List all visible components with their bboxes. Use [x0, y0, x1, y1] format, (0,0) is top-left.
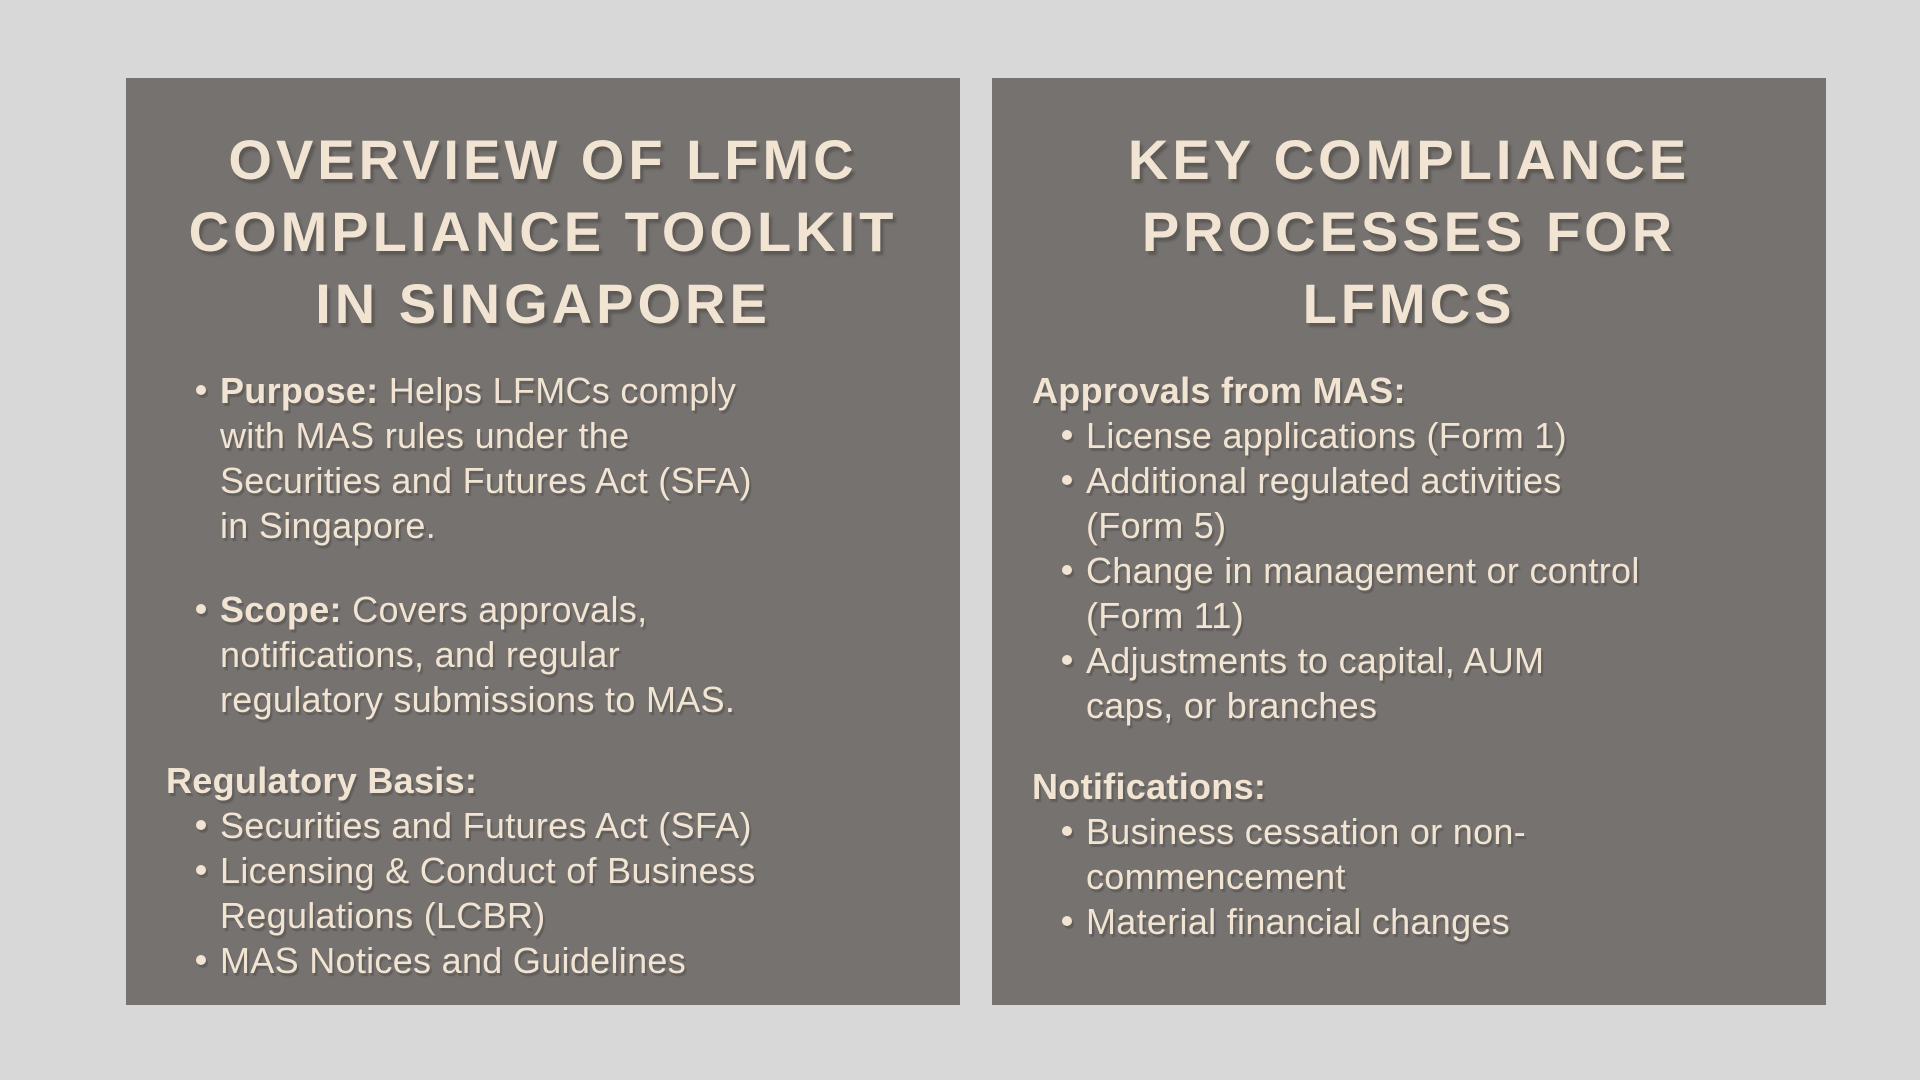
notifications-item-2	[1032, 899, 1786, 944]
scope-label: Scope:	[220, 589, 342, 630]
approvals-item-4-line-2: caps, or branches	[1086, 685, 1378, 726]
scope-line-1	[220, 587, 920, 632]
left-title-line-3: IN SINGAPORE	[315, 272, 771, 335]
bullet-dot	[1062, 565, 1072, 575]
regulatory-basis-item-2	[166, 848, 920, 938]
approvals-item-3-line-1: Change in management or control	[1086, 550, 1640, 591]
notifications-item-2-line-1: Material financial changes	[1086, 901, 1511, 942]
purpose-line-3: Securities and Futures Act (SFA)	[220, 460, 752, 501]
bullet-dot	[196, 865, 206, 875]
scope-text: Covers approvals,	[352, 589, 648, 630]
scope-line-2: notifications, and regular	[220, 634, 621, 675]
purpose-label: Purpose:	[220, 370, 379, 411]
bullet-dot	[196, 955, 206, 965]
bullet-dot	[1062, 655, 1072, 665]
regulatory-basis-item-2-line-1: Licensing & Conduct of Business	[220, 850, 756, 891]
scope-item	[166, 587, 920, 722]
bullet-dot	[1062, 916, 1072, 926]
purpose-line-1	[220, 368, 920, 413]
bullet-dot	[196, 820, 206, 830]
approvals-item-2-line-1: Additional regulated activities	[1086, 460, 1562, 501]
regulatory-basis-heading: Regulatory Basis:	[166, 760, 478, 801]
regulatory-basis-item-1	[166, 803, 920, 848]
bullet-dot	[196, 385, 206, 395]
bullet-dot	[1062, 475, 1072, 485]
left-card	[126, 78, 960, 1005]
bullet-dot	[1062, 430, 1072, 440]
regulatory-basis-item-3-line-1: MAS Notices and Guidelines	[220, 940, 687, 981]
left-card-title	[146, 124, 940, 340]
approvals-item-1-line-1: License applications (Form 1)	[1086, 415, 1567, 456]
scope-line-3: regulatory submissions to MAS.	[220, 679, 736, 720]
bullet-dot	[1062, 826, 1072, 836]
notifications-item-1	[1032, 809, 1786, 899]
regulatory-basis-item-3	[166, 938, 920, 983]
right-card-body	[992, 368, 1826, 944]
purpose-item	[166, 368, 920, 548]
approvals-heading: Approvals from MAS:	[1032, 370, 1406, 411]
left-title-line-2: COMPLIANCE TOOLKIT	[188, 200, 898, 263]
right-title-line-2: PROCESSES FOR	[1141, 200, 1677, 263]
notifications-heading: Notifications:	[1032, 766, 1267, 807]
left-title-line-1: OVERVIEW OF LFMC	[228, 128, 858, 191]
regulatory-basis-item-1-line-1: Securities and Futures Act (SFA)	[220, 805, 752, 846]
purpose-line-2: with MAS rules under the	[220, 415, 630, 456]
approvals-item-1	[1032, 413, 1786, 458]
purpose-line-4: in Singapore.	[220, 505, 437, 546]
right-card-title	[1012, 124, 1806, 340]
approvals-item-3-line-2: (Form 11)	[1086, 595, 1245, 636]
bullet-dot	[196, 604, 206, 614]
approvals-item-3	[1032, 548, 1786, 638]
approvals-item-4-line-1: Adjustments to capital, AUM	[1086, 640, 1545, 681]
approvals-item-4	[1032, 638, 1786, 728]
left-card-body	[126, 368, 960, 983]
notifications-item-1-line-1: Business cessation or non-	[1086, 811, 1527, 852]
notifications-item-1-line-2: commencement	[1086, 856, 1346, 897]
right-title-line-3: LFMCS	[1302, 272, 1516, 335]
right-title-line-1: KEY COMPLIANCE	[1127, 128, 1691, 191]
regulatory-basis-item-2-line-2: Regulations (LCBR)	[220, 895, 546, 936]
approvals-item-2-line-2: (Form 5)	[1086, 505, 1227, 546]
purpose-text: Helps LFMCs comply	[388, 370, 737, 411]
right-card	[992, 78, 1826, 1005]
approvals-item-2	[1032, 458, 1786, 548]
